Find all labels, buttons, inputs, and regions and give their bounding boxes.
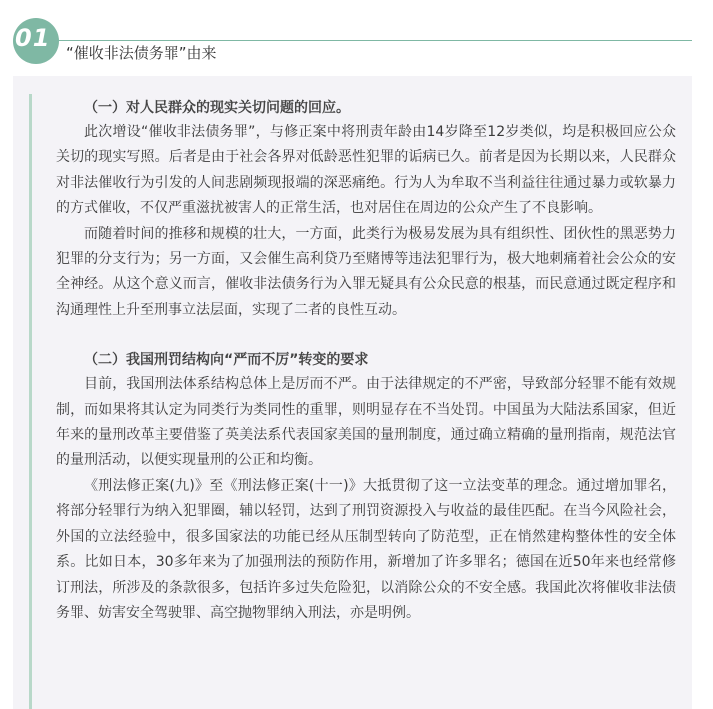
section-number: 01: [15, 24, 51, 52]
paragraph: 此次增设“催收非法债务罪”，与修正案中将刑责年龄由14岁降至12岁类似，均是积极回应公众关切的现实写照。后者是由于社会各界对低龄恶性犯罪的诟病已久。前者是因为长期以来，人民群众对非法催收行为引发的人间悲剧频现报端的深恶痛绝。行为人为牟取不当利益往往通过暴力或软暴力的方式催收，不仅严重滋扰被害人的正常生活，也对居住在周边的公众产生了不良影响。: [56, 124, 676, 217]
header-divider: [52, 40, 692, 41]
paragraph: 《刑法修正案(九)》至《刑法修正案(十一)》大抵贯彻了这一立法变革的理念。通过增加罪名，将部分轻罪行为纳入犯罪圈，辅以轻罚，达到了刑罚资源投入与收益的最佳匹配。在当今风险社会，外国的立法经验中，很多国家法的功能已经从压制型转向了防范型，正在悄然建构整体性的安全体系。比如日本，30多年来为了加强刑法的预防作用，新增加了许多罪名；德国在近50年来也经常修订刑法，所涉及的条款很多，包括许多过失危险犯，以消除公众的不安全感。我国此次将催收非法债务罪、妨害安全驾驶罪、高空抛物罪纳入刑法，亦是明例。: [56, 477, 676, 621]
section-title-2: （二）我国刑罚结构向“严而不厉”转变的要求: [84, 352, 369, 369]
paragraph: 而随着时间的推移和规模的壮大，一方面，此类行为极易发展为具有组织性、团伙性的黑恶势力犯罪的分支行为；另一方面，又会催生高利贷乃至赌博等违法犯罪行为，极大地刺痛着社会公众的安全神经。从这个意义而言，催收非法债务行为入罪无疑具有公众民意的根基，而民意通过既定程序和沟通理性上升至刑事立法层面，实现了二者的良性互动。: [56, 225, 676, 318]
article-body: [56, 96, 676, 626]
section-number-badge: [13, 18, 59, 64]
content-panel: [13, 76, 692, 709]
spacer: [56, 323, 676, 348]
section-title-1: （一）对人民群众的现实关切问题的回应。: [84, 100, 350, 116]
quote-bar: [29, 94, 32, 709]
section-heading: “催收非法债务罪”由来: [66, 44, 217, 62]
paragraph: 目前，我国刑法体系结构总体上是厉而不严。由于法律规定的不严密，导致部分轻罪不能有效规制，而如果将其认定为同类行为类同性的重罪，则明显存在不当处罚。中国虽为大陆法系国家，但近年来的量刑改革主要借鉴了英美法系代表国家美国的量刑制度，通过确立精确的量刑指南，规范法官的量刑活动，以便实现量刑的公正和均衡。: [56, 376, 676, 469]
article-header: [0, 0, 713, 80]
